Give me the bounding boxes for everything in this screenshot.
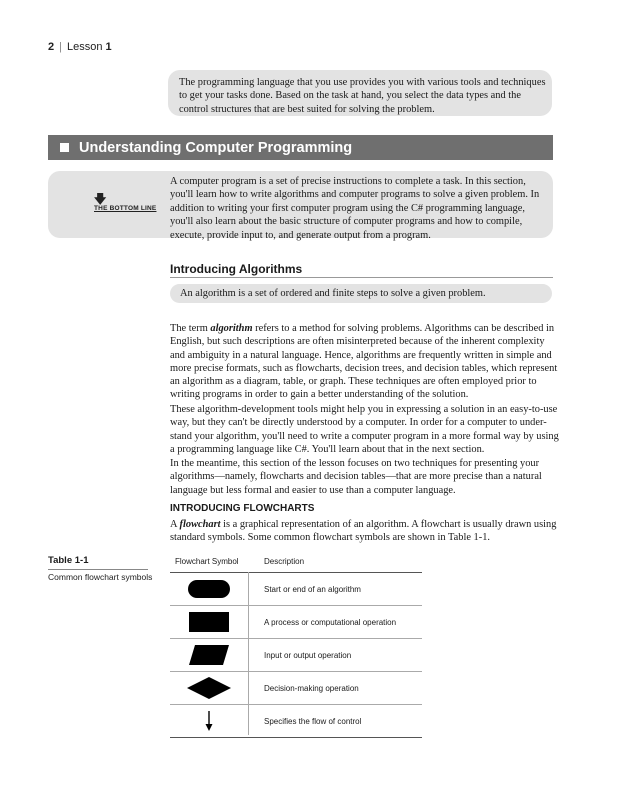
paragraph-line: an algorithm as a diagram, table, or graph. These techniques are often employed prior to (170, 376, 537, 388)
algorithms-heading: Introducing Algorithms (170, 262, 303, 276)
table-caption-title: Table 1-1 (48, 555, 89, 566)
key-term: flowchart (179, 519, 221, 530)
bottom-line-line: addition to writing your first computer program using the C# programming language, (170, 202, 525, 214)
flow-arrow-icon (170, 705, 248, 737)
algorithms-paragraph-2 (170, 403, 559, 456)
text-run: refers to a method for solving problems. Algorithms can be described in (252, 323, 555, 334)
bottom-line-label-text: THE BOTTOM LINE (94, 205, 157, 212)
paragraph-line: and ambiguity in a natural language. Hence, algorithms are frequently written in simple and (170, 349, 552, 361)
algorithms-paragraph-1 (170, 322, 558, 402)
input-output-icon (170, 639, 248, 671)
paragraph-line: In the meantime, this section of the lesson focuses on two techniques for presenting your (170, 458, 540, 469)
key-term: algorithm (210, 323, 253, 334)
paragraph-line: a programming language like C#. You'll learn about that in the next section. (170, 443, 485, 455)
down-arrow-icon: 🡇 (94, 192, 107, 206)
paragraph-line: writing programs in order to gain a better understanding of the solution. (170, 389, 469, 401)
paragraph-line (170, 518, 555, 531)
paragraph-line: language but less formal and easier to use than a computer language. (170, 484, 456, 496)
table-header-row (170, 552, 422, 573)
flowcharts-paragraph (170, 518, 555, 545)
flowcharts-heading: INTRODUCING FLOWCHARTS (170, 503, 315, 514)
table-caption-rule (48, 569, 148, 570)
lesson-number: 1 (105, 41, 112, 53)
paragraph-line: way, but they can't be directly understood by a computer. In order for a computer to under- (170, 417, 547, 429)
section-banner (48, 135, 553, 160)
row-description: Start or end of an algorithm (264, 584, 361, 594)
algorithm-definition-box: An algorithm is a set of ordered and finite steps to solve a given problem. (170, 284, 552, 303)
table-row (170, 606, 422, 639)
row-description: Input or output operation (264, 650, 352, 660)
intro-note-line: The programming language that you use provides you with various tools and techniques (179, 77, 546, 88)
algorithms-paragraph-3 (170, 457, 555, 497)
row-description: A process or computational operation (264, 617, 397, 627)
row-description: Decision-making operation (264, 683, 359, 693)
bottom-line-line: you'll also learn about the basic structure of computer programs and how to compile, (170, 216, 523, 228)
text-run: is a graphical representation of an algorithm. A flowchart is usually drawn using (220, 519, 557, 530)
text-run: A (170, 519, 180, 530)
running-header (48, 41, 112, 53)
decision-icon (170, 672, 248, 704)
heading-rule (170, 277, 553, 278)
paragraph-line: English, but such descriptions are often misinterpreted because of the inherent complexity (170, 336, 545, 348)
table-row (170, 639, 422, 672)
paragraph-line: more precise formats, such as flowcharts, decision trees, and decision tables, which represent (170, 362, 558, 374)
paragraph-line (170, 322, 555, 335)
section-title: Understanding Computer Programming (79, 139, 353, 156)
bottom-line-line: A computer program is a set of precise instructions to complete a task. In this section, (170, 176, 526, 187)
intro-note-box (168, 70, 552, 116)
paragraph-line: stand your algorithm, you'll need to write a computer program in a more formal way by using (170, 430, 559, 442)
text-run: The term (170, 323, 211, 334)
bottom-line-line: execute, provide input to, and generate output from a program. (170, 229, 431, 241)
bullet-square-icon (60, 143, 69, 152)
table-caption-text: Common flowchart symbols (48, 572, 153, 582)
bottom-line-line: you'll learn how to write algorithms and computer programs to solve a given problem. In (170, 189, 540, 201)
row-description: Specifies the flow of control (264, 716, 362, 726)
intro-note-line: to get your tasks done. Based on the task at hand, you select the data types and the (179, 90, 521, 102)
table-row (170, 573, 422, 606)
column-header-symbol: Flowchart Symbol (175, 557, 239, 566)
intro-note-line: control structures that are best suited for solving the problem. (179, 103, 435, 115)
paragraph-line: algorithms—namely, flowcharts and decision tables—that are more precise than a natural (170, 471, 542, 483)
header-separator: | (59, 41, 62, 53)
column-header-description: Description (264, 557, 305, 566)
table-row (170, 705, 422, 738)
process-icon (170, 606, 248, 638)
flowchart-symbols-table (170, 552, 422, 738)
paragraph-line: standard symbols. Some common flowchart symbols are shown in Table 1-1. (170, 532, 490, 544)
table-row (170, 672, 422, 705)
paragraph-line: These algorithm-development tools might help you in expressing a solution in an easy-to-use (170, 404, 558, 415)
bottom-line-text (170, 175, 550, 242)
lesson-label: Lesson (66, 41, 103, 53)
terminator-icon (170, 573, 248, 605)
page-number: 2 (48, 41, 55, 53)
